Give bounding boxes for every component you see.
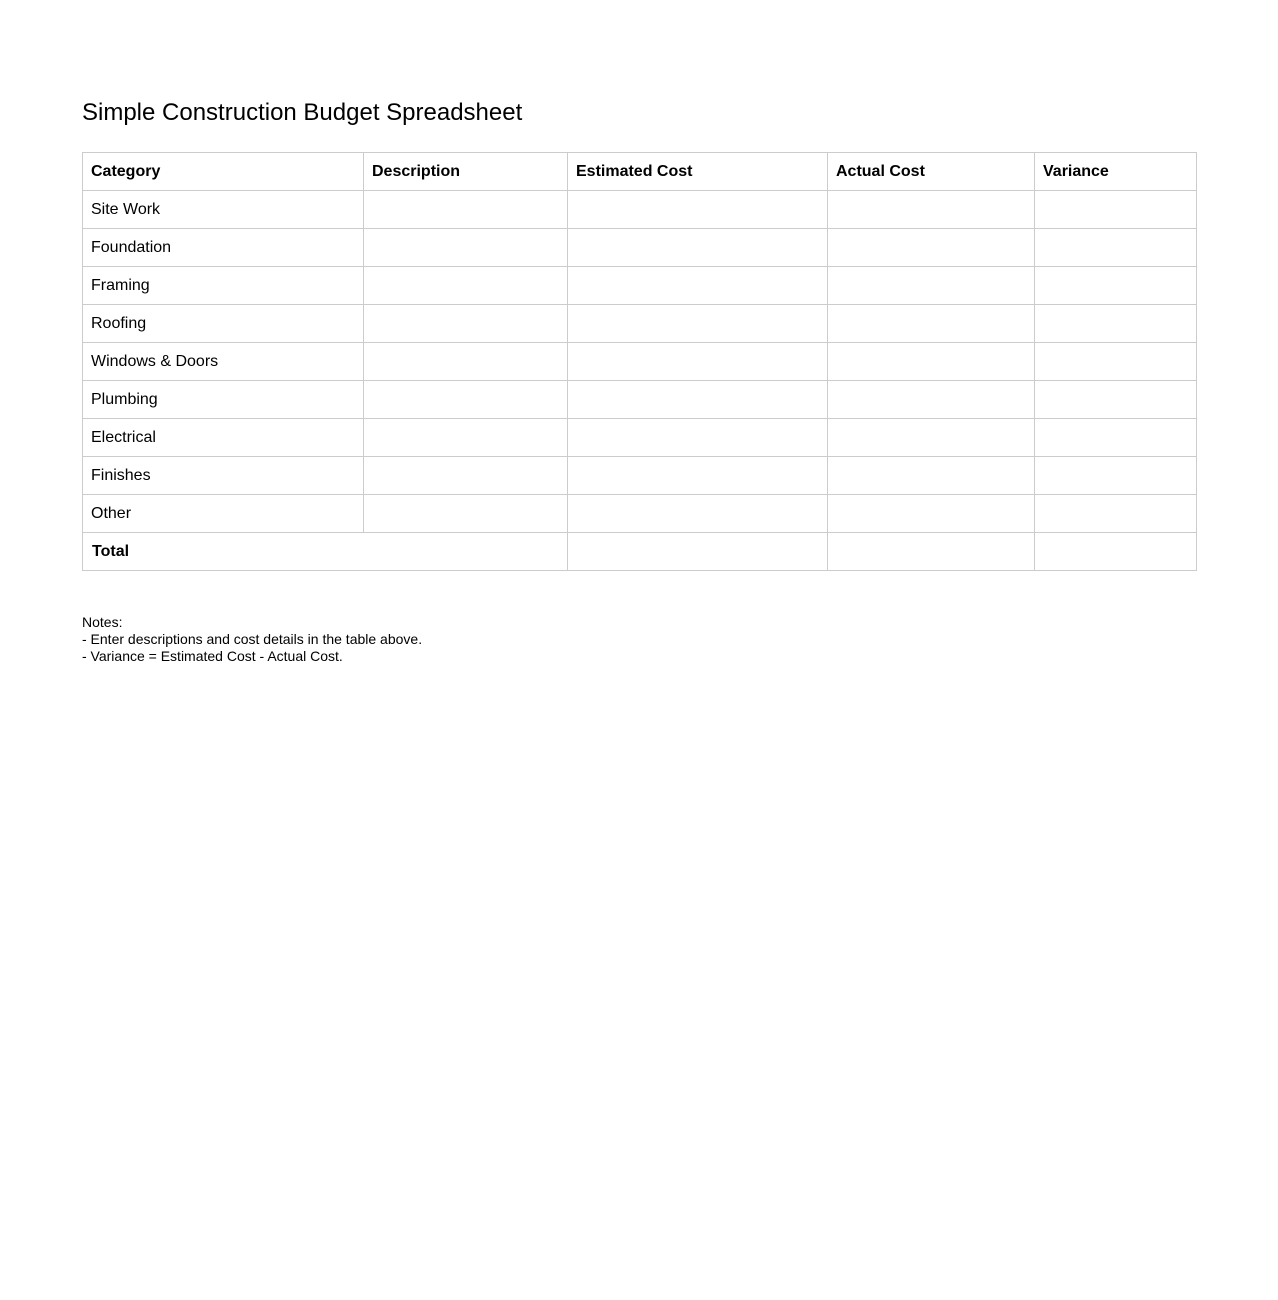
header-variance: Variance bbox=[1035, 153, 1197, 191]
category-cell: Site Work bbox=[83, 191, 364, 229]
description-cell[interactable] bbox=[364, 267, 568, 305]
category-cell: Framing bbox=[83, 267, 364, 305]
actual-cost-cell[interactable] bbox=[828, 343, 1035, 381]
estimated-cost-cell[interactable] bbox=[568, 343, 828, 381]
actual-cost-cell[interactable] bbox=[828, 381, 1035, 419]
variance-cell[interactable] bbox=[1035, 343, 1197, 381]
table-row bbox=[83, 457, 1197, 495]
budget-table bbox=[82, 152, 1197, 571]
table-row bbox=[83, 419, 1197, 457]
category-cell: Electrical bbox=[83, 419, 364, 457]
category-cell: Roofing bbox=[83, 305, 364, 343]
category-cell: Other bbox=[83, 495, 364, 533]
notes-heading: Notes: bbox=[82, 614, 123, 630]
actual-cost-cell[interactable] bbox=[828, 267, 1035, 305]
actual-cost-cell[interactable] bbox=[828, 419, 1035, 457]
table-row bbox=[83, 191, 1197, 229]
description-cell[interactable] bbox=[364, 343, 568, 381]
table-row bbox=[83, 495, 1197, 533]
notes bbox=[82, 614, 422, 665]
estimated-cost-cell[interactable] bbox=[568, 191, 828, 229]
variance-cell[interactable] bbox=[1035, 419, 1197, 457]
actual-cost-cell[interactable] bbox=[828, 495, 1035, 533]
estimated-cost-cell[interactable] bbox=[568, 381, 828, 419]
description-cell[interactable] bbox=[364, 495, 568, 533]
description-cell[interactable] bbox=[364, 381, 568, 419]
estimated-cost-cell[interactable] bbox=[568, 229, 828, 267]
category-cell: Windows & Doors bbox=[83, 343, 364, 381]
total-variance-cell[interactable] bbox=[1035, 533, 1197, 571]
variance-cell[interactable] bbox=[1035, 305, 1197, 343]
actual-cost-cell[interactable] bbox=[828, 457, 1035, 495]
actual-cost-cell[interactable] bbox=[828, 191, 1035, 229]
variance-cell[interactable] bbox=[1035, 381, 1197, 419]
estimated-cost-cell[interactable] bbox=[568, 495, 828, 533]
description-cell[interactable] bbox=[364, 419, 568, 457]
header-row bbox=[83, 153, 1197, 191]
header-actual-cost: Actual Cost bbox=[828, 153, 1035, 191]
total-estimated-cell[interactable] bbox=[568, 533, 828, 571]
category-cell: Plumbing bbox=[83, 381, 364, 419]
table-row bbox=[83, 305, 1197, 343]
total-label: Total bbox=[83, 533, 568, 571]
variance-cell[interactable] bbox=[1035, 457, 1197, 495]
actual-cost-cell[interactable] bbox=[828, 229, 1035, 267]
header-estimated-cost: Estimated Cost bbox=[568, 153, 828, 191]
actual-cost-cell[interactable] bbox=[828, 305, 1035, 343]
description-cell[interactable] bbox=[364, 305, 568, 343]
header-description: Description bbox=[364, 153, 568, 191]
total-row bbox=[83, 533, 1197, 571]
category-cell: Finishes bbox=[83, 457, 364, 495]
description-cell[interactable] bbox=[364, 191, 568, 229]
variance-cell[interactable] bbox=[1035, 267, 1197, 305]
table-row bbox=[83, 229, 1197, 267]
estimated-cost-cell[interactable] bbox=[568, 267, 828, 305]
total-actual-cell[interactable] bbox=[828, 533, 1035, 571]
table-row bbox=[83, 267, 1197, 305]
description-cell[interactable] bbox=[364, 229, 568, 267]
estimated-cost-cell[interactable] bbox=[568, 305, 828, 343]
table-row bbox=[83, 381, 1197, 419]
page-title: Simple Construction Budget Spreadsheet bbox=[82, 99, 523, 126]
estimated-cost-cell[interactable] bbox=[568, 457, 828, 495]
description-cell[interactable] bbox=[364, 457, 568, 495]
notes-line: - Enter descriptions and cost details in the table above. bbox=[82, 631, 423, 647]
variance-cell[interactable] bbox=[1035, 191, 1197, 229]
variance-cell[interactable] bbox=[1035, 495, 1197, 533]
estimated-cost-cell[interactable] bbox=[568, 419, 828, 457]
table-row bbox=[83, 343, 1197, 381]
notes-line: - Variance = Estimated Cost - Actual Cost. bbox=[82, 648, 343, 664]
variance-cell[interactable] bbox=[1035, 229, 1197, 267]
header-category: Category bbox=[83, 153, 364, 191]
category-cell: Foundation bbox=[83, 229, 364, 267]
